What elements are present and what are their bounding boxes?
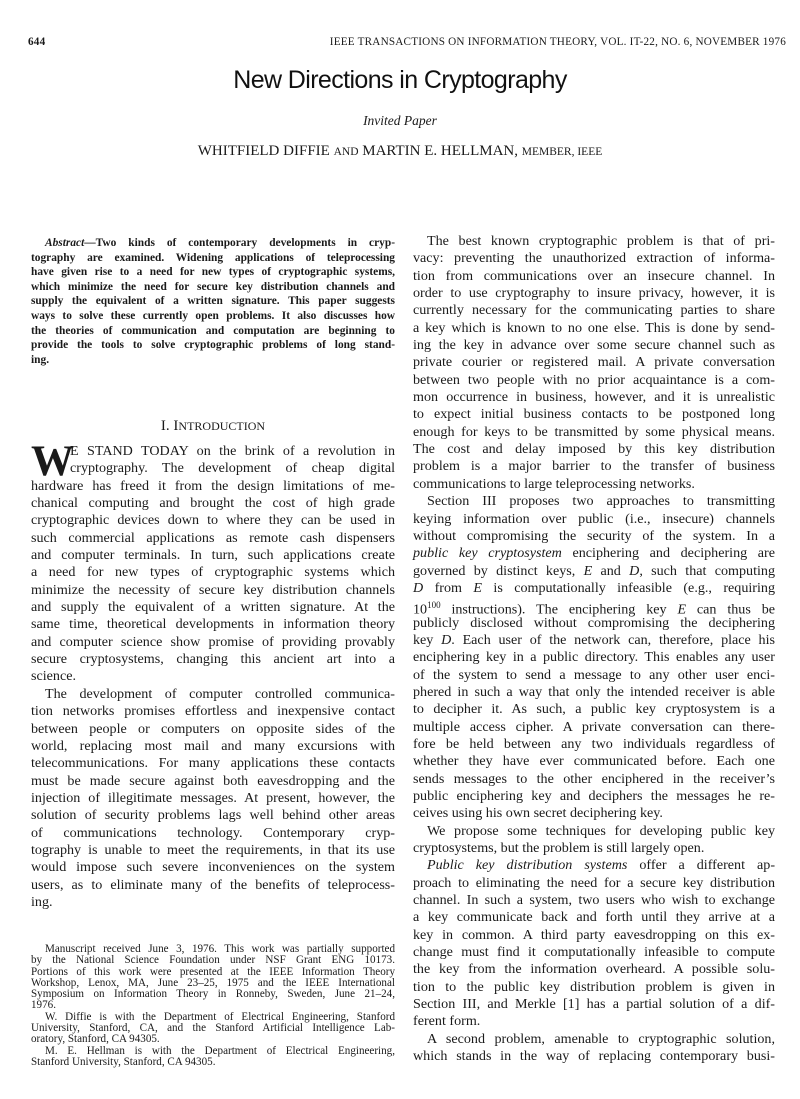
right-column-line: key in common. A third party eavesdropping on this ex- — [413, 926, 775, 943]
abstract-line: tography are examined. Widening applications of teleprocessing — [31, 251, 395, 264]
intro-line: and computer science show promise of providing provably — [31, 633, 395, 650]
paper-subtitle: Invited Paper — [363, 113, 437, 128]
right-column-line: a key communicate back and forth until they arrive at a — [413, 909, 775, 926]
intro-line: E STAND TODAY on the brink of a revolution in — [70, 443, 395, 459]
footnote-line: Symposium on Information Theory in Ronneby, Sweden, June 21–24, — [31, 988, 395, 1001]
italic-text: D — [441, 631, 452, 648]
abstract-line: ing. — [31, 353, 50, 366]
right-column-line: multiple access cipher. A private conversation can there- — [413, 718, 775, 735]
abstract-label: Abstract — [45, 237, 85, 249]
intro-line: tography is unable to meet the requirements, in that its use — [31, 841, 395, 858]
right-column-line: The best known cryptographic problem is that of pri- — [427, 233, 775, 249]
right-column-line: phered in such a way that only the intended receiver is able — [413, 683, 775, 700]
right-column-line: ceives using his own secret deciphering key. — [413, 805, 663, 822]
abstract-line: which minimize the need for secure key distribution channels and — [31, 280, 395, 293]
right-column-line: D from E is computationally infeasible (e.g., requiring — [413, 579, 775, 596]
right-column-line: vacy: preventing the unauthorized extraction of informa- — [413, 250, 775, 267]
right-column-line: change must find it computationally infeasible to compute — [413, 944, 775, 961]
right-column-line: public enciphering key and deciphers the messages he re- — [413, 788, 775, 804]
right-column-line: proach to eliminating the need for a secure key distribution — [413, 874, 775, 891]
footnote-line: Portions of this work were presented at the IEEE Information Theory — [31, 965, 395, 978]
abstract-line: ways to solve these currently open problems. It also discusses how — [31, 309, 395, 322]
footnote-line: W. Diffie is with the Department of Electrical Engineering, Stanford — [45, 1010, 395, 1023]
abstract-line: the theories of communication and computation are beginning to — [31, 324, 395, 337]
intro-line: telecommunications. For many applications these contacts — [31, 755, 395, 772]
right-column-line: sends messages to the other enciphered in the receiver’s — [413, 770, 775, 787]
author-membership: MEMBER, IEEE — [521, 146, 603, 158]
right-column-line: mon occurrence in business, however, and it is unrealistic — [413, 389, 775, 406]
footnote-line: oratory, Stanford, CA 94305. — [31, 1033, 160, 1046]
right-column-line: Section III proposes two approaches to transmitting — [427, 493, 775, 510]
footnote-line: Manuscript received June 3, 1976. This work was partially supported — [45, 943, 395, 955]
intro-line: must be made secure against both eavesdropping and the — [31, 772, 395, 789]
footnote-line: Workshop, Lenox, MA, June 23–25, 1975 and the IEEE International — [31, 976, 395, 989]
right-column-line: the key from the information overheard. A possible solu- — [413, 961, 775, 978]
right-column-line: without compromising the security of the system. In a — [413, 527, 775, 544]
paper-title: New Directions in Cryptography — [233, 66, 567, 94]
right-column-line: private courier or registered mail. A private conversation — [413, 354, 775, 371]
drop-cap: W — [31, 438, 74, 485]
italic-text: Public key distribution systems — [427, 857, 628, 874]
intro-line: and computer terminals. In turn, such applications create — [31, 547, 395, 564]
right-column-line: problem is a major barrier to the transfer of business — [413, 458, 775, 475]
author-conjunction: AND — [333, 146, 359, 158]
right-column-line: governed by distinct keys, E and D, such that computing — [413, 562, 775, 579]
right-column-line: order to use cryptography to insure privacy, however, it is — [413, 285, 775, 302]
intro-line: tion networks promises effortless and inexpensive contact — [31, 703, 395, 720]
right-column-line: enough for keys to be transmitted by some physical means. — [413, 423, 775, 440]
section-title: INTRODUCTION — [173, 418, 266, 434]
right-column-line: tion to the public key distribution problem is given in — [413, 978, 775, 995]
italic-text: public key cryptosystem — [413, 545, 562, 562]
intro-line: cryptography. The development of cheap digital — [70, 460, 395, 477]
right-column-line: ferent form. — [413, 1013, 481, 1030]
abstract-line: have given rise to a need for new types of cryptographic systems, — [31, 266, 395, 279]
intro-line: users, as to eliminate many of the benefits of teleprocess- — [31, 876, 395, 893]
footnote-line: Stanford University, Stanford, CA 94305. — [31, 1055, 216, 1068]
intro-line: solution of security problems lags well behind other areas — [31, 807, 395, 824]
right-column-line: channel. In such a system, two users who wish to exchange — [413, 892, 775, 909]
page-number: 644 — [28, 36, 46, 48]
right-column-line: communications to large teleprocessing networks. — [413, 475, 695, 492]
footnote-line: 1976. — [31, 999, 56, 1012]
right-column-line: which stands in the way of replacing contemporary busi- — [413, 1048, 775, 1065]
right-column-line: key D. Each user of the network can, therefore, place his — [413, 631, 775, 648]
intro-line: cryptographic devices down to where they can be used in — [31, 512, 395, 529]
intro-line: such commercial applications as remote cash dispensers — [31, 529, 395, 546]
right-column-line: cryptosystems, but the problem is still largely open. — [413, 840, 705, 857]
right-column-line: to expect initial business contacts to be postponed long — [413, 406, 775, 423]
right-column-line: public key cryptosystem enciphering and deciphering are — [413, 545, 776, 562]
italic-text: D — [629, 562, 640, 579]
introduction-body — [31, 438, 395, 911]
intro-line: hardware has freed it from the design limitations of me- — [31, 477, 395, 494]
right-column-line: keying information over public (i.e., insecure) channels — [413, 510, 775, 527]
intro-line: of communications technology. Contemporary cryp- — [31, 824, 395, 841]
right-column-line: between two people with no prior acquaintance is a com- — [413, 371, 775, 388]
right-column-line: A second problem, amenable to cryptographic solution, — [427, 1030, 775, 1047]
intro-line: science. — [31, 668, 76, 685]
intro-line: chanical computing and brought the cost of high grade — [31, 495, 395, 512]
section-heading-introduction — [31, 418, 395, 435]
right-column-line: Public key distribution systems offer a different ap- — [427, 857, 776, 874]
intro-line: between people or computers on opposite sides of the — [31, 720, 395, 737]
abstract-line: supply the equivalent of a written signature. This paper suggests — [31, 295, 395, 308]
intro-line: and supply the equivalent of a written signature. At the — [31, 599, 395, 616]
right-column-line: publicly disclosed without compromising the deciphering — [413, 614, 775, 631]
right-column-line: enciphering key in a public directory. This enables any user — [413, 649, 775, 666]
right-column-line: We propose some techniques for developing public key — [427, 822, 775, 839]
italic-text: E — [473, 579, 482, 596]
intro-line: minimize the necessity of secure key distribution channels — [31, 581, 395, 598]
author-hellman: MARTIN E. HELLMAN, — [362, 143, 518, 159]
right-column-line: whether they have ever communicated before. Each one — [413, 753, 775, 770]
intro-line: world, replacing most mail and many excursions with — [31, 737, 395, 754]
right-column-line: $10^{100}$ instructions). The enciphering key E can thus be — [413, 600, 775, 618]
intro-line: The development of computer controlled communica- — [45, 685, 395, 702]
italic-text: D — [413, 579, 424, 596]
running-header — [28, 36, 786, 52]
right-column-line: currently necessary for the communicating parties to share — [413, 302, 775, 319]
section-number: I. — [160, 418, 170, 434]
author-line — [0, 143, 800, 160]
abstract-line: Abstract—Two kinds of contemporary developments in cryp- — [45, 237, 395, 249]
footnote-line: University, Stanford, CA, and the Stanford Artificial Intelligence Lab- — [31, 1022, 395, 1035]
intro-line: would impose such severe inconveniences on the system — [31, 859, 395, 876]
right-column-line: fore be held between any two individuals regardless of — [413, 735, 775, 752]
right-column-body — [413, 233, 775, 1066]
intro-line: injection of illegitimate messages. At present, however, the — [31, 789, 395, 806]
abstract-line: provide the tools to solve cryptographic problems of long stand- — [31, 339, 395, 352]
footnote-line: M. E. Hellman is with the Department of Electrical Engineering, — [45, 1044, 395, 1057]
right-column-line: a key which is known to no one else. This is done by send- — [413, 319, 775, 336]
exponent: 100 — [427, 600, 441, 611]
italic-text: E — [583, 562, 593, 579]
author-diffie: WHITFIELD DIFFIE — [197, 143, 330, 159]
right-column-line: The cost and delay imposed by this key distribution — [413, 441, 775, 458]
intro-line: same time, theoretical developments in information theory — [31, 616, 395, 633]
right-column-line: tion from communications over an insecure channel. In — [413, 267, 775, 284]
italic-text: E — [677, 601, 687, 618]
right-column-line: to decipher it. As such, a public key cryptosystem is a — [413, 701, 775, 718]
intro-line: ing. — [31, 893, 53, 910]
abstract — [31, 236, 395, 367]
footnote — [31, 944, 395, 1068]
intro-line: secure cryptosystems, changing this ancient art into a — [31, 651, 395, 668]
footnote-line: by the National Science Foundation under NSF Grant ENG 10173. — [31, 954, 395, 967]
intro-line: a need for new types of cryptographic systems which — [31, 564, 395, 581]
right-column-line: Section III, and Merkle [1] has a partial solution of a dif- — [413, 996, 775, 1013]
right-column-line: of the system to send a message to any other user enci- — [413, 666, 775, 683]
right-column-line: ing the key in advance over some secure channel such as — [413, 337, 775, 354]
journal-citation: IEEE TRANSACTIONS ON INFORMATION THEORY, VOL. IT-22, NO. 6, NOVEMBER 1976 — [329, 36, 786, 48]
